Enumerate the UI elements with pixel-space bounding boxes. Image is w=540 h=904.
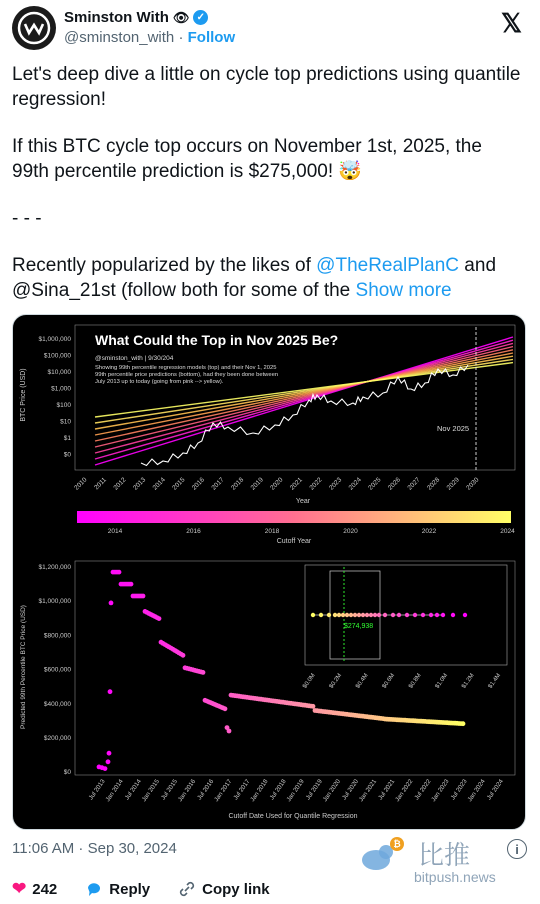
top-xtick-label: 2020 [269, 476, 285, 492]
chart-svg [13, 315, 526, 830]
colorbar-tick-label: 2018 [264, 528, 280, 535]
inset-xtick-label: $0.0M [302, 672, 317, 690]
bottom-xtick-label: Jan 2023 [430, 778, 451, 804]
reply-label: Reply [109, 880, 151, 898]
inset-point [361, 613, 365, 617]
bottom-xtick-label: Jul 2023 [449, 778, 469, 802]
top-ytick-label: $1,000,000 [38, 336, 71, 343]
inset-point [429, 613, 433, 617]
follow-button[interactable]: Follow [187, 29, 236, 46]
bottom-xtick-label: Jan 2016 [176, 778, 198, 804]
bottom-xtick-label: Jul 2015 [159, 778, 180, 802]
inset-point [333, 613, 337, 617]
tweet-line-4-prefix: Recently popularized by the likes of [12, 255, 317, 276]
author-name-row[interactable] [64, 9, 208, 26]
top-xtick-label: 2013 [132, 476, 148, 492]
bottom-ytick-label: $400,000 [43, 700, 71, 708]
top-ytick-label: $0 [63, 451, 71, 459]
bottom-ytick-label: $800,000 [43, 632, 71, 640]
inset-point [441, 613, 445, 617]
bottom-ytick-label: $600,000 [43, 666, 71, 674]
top-ytick-label: $1,000 [51, 385, 71, 393]
top-xtick-label: 2014 [151, 476, 167, 492]
inset-point [377, 613, 381, 617]
top-xtick-label: 2010 [73, 476, 89, 492]
top-chart-subtitle: @sminston_with | 9/30/204 [95, 355, 174, 362]
inset-point [345, 613, 349, 617]
bottom-y-ticks [38, 564, 71, 776]
bottom-xtick-label: Jul 2018 [268, 778, 288, 802]
top-chart-title: What Could the Top in Nov 2025 Be? [95, 332, 339, 348]
inset-xtick-label: $1.0M [434, 672, 450, 690]
top-ytick-label: $100,000 [43, 352, 71, 360]
bottom-xtick-label: Jul 2014 [123, 778, 143, 802]
copy-link-label: Copy link [202, 880, 270, 898]
prediction-point [129, 582, 134, 587]
colorbar-tick-label: 2024 [500, 528, 515, 535]
inset-point [319, 613, 323, 617]
svg-text:₿: ₿ [393, 839, 401, 849]
bottom-xtick-label: Jul 2021 [377, 778, 397, 802]
x-logo-icon[interactable]: 𝕏 [501, 8, 522, 38]
like-count: 242 [32, 880, 58, 898]
top-ytick-label: $100 [56, 402, 71, 409]
top-xtick-label: 2025 [367, 476, 383, 492]
top-xtick-label: 2029 [445, 476, 461, 492]
top-chart-xlabel: Year [295, 498, 311, 505]
link-icon [178, 880, 196, 898]
colorbar-tick-label: 2022 [421, 528, 437, 535]
sminston-logo-icon [17, 11, 51, 45]
inset-point [451, 613, 455, 617]
bottom-chart-ylabel: Predicted 99th Percentile BTC Price (USD) [20, 605, 27, 729]
top-xtick-label: 2016 [190, 476, 207, 492]
bottom-x-ticks [87, 778, 505, 803]
prediction-point [103, 766, 108, 771]
inset-point [369, 613, 373, 617]
prediction-point [117, 570, 122, 575]
avatar[interactable] [12, 6, 56, 50]
top-xtick-label: 2011 [93, 476, 109, 492]
top-chart-note: Showing 99th percentile regression models (top) and their Nov 1, 2025 99th percentile price predictions (bottom), had they been done between July 2013 up to today (going from pink --> yellow). [95, 365, 279, 385]
tweet-timestamp[interactable]: 11:06 AM · Sep 30, 2024 [12, 840, 177, 857]
colorbar-tick-label: 2020 [343, 528, 358, 535]
inset-median-label: $274,938 [344, 623, 374, 630]
inset-point [357, 613, 361, 617]
bottom-xtick-label: Jan 2020 [321, 778, 342, 804]
inset-xtick-label: $1.4M [487, 672, 503, 690]
bottom-xtick-label: Jul 2013 [87, 778, 107, 802]
bottom-xtick-label: Jul 2016 [196, 778, 216, 802]
tweet-line-3: - - - [12, 208, 42, 229]
inset-point [365, 613, 369, 617]
bottom-ytick-label: $0 [63, 769, 71, 777]
watermark-en: bitpush.news [414, 869, 496, 885]
cutoff-colorbar [77, 511, 511, 523]
inset-point [311, 613, 315, 617]
bottom-xtick-label: Jan 2019 [285, 778, 306, 804]
eye-emoji-icon: 👁 [172, 9, 190, 25]
prediction-point [227, 729, 232, 734]
info-icon[interactable]: i [507, 839, 527, 859]
top-y-ticks [38, 336, 71, 459]
bottom-xtick-label: Jul 2019 [304, 778, 324, 802]
top-xtick-label: 2027 [406, 476, 422, 492]
inset-point [435, 613, 439, 617]
inset-x-ticks [302, 673, 502, 690]
separator: · [178, 29, 184, 46]
author-handle-row [64, 29, 235, 46]
tweet-header [12, 6, 528, 52]
inset-point [341, 613, 345, 617]
inset-point [421, 613, 425, 617]
inset-point [373, 613, 377, 617]
tweet-actions [12, 878, 270, 900]
prediction-point [311, 704, 316, 709]
top-xtick-label: 2017 [210, 476, 226, 492]
bottom-xtick-label: Jan 2021 [357, 778, 379, 804]
bitpush-bird-logo-icon [350, 834, 530, 888]
copy-link-button[interactable] [178, 880, 270, 898]
bottom-xtick-label: Jan 2014 [104, 778, 125, 804]
inset-point [327, 613, 331, 617]
tweet-line-1: Let's deep dive a little on cycle top predictions using quantile regression! [12, 64, 521, 110]
inset-xtick-label: $0.4M [355, 672, 370, 690]
bottom-xtick-label: Jul 2022 [413, 778, 433, 802]
mention-therealplanc[interactable]: @TheRealPlanC [316, 255, 460, 276]
bottom-xtick-label: Jan 2024 [466, 778, 487, 804]
top-x-ticks [73, 476, 480, 491]
inset-xtick-label: $1.2M [461, 672, 476, 690]
top-xtick-label: 2019 [249, 476, 265, 492]
bottom-chart-xlabel: Cutoff Date Used for Quantile Regression [228, 813, 358, 820]
prediction-point [461, 721, 466, 726]
bottom-xtick-label: Jul 2024 [485, 778, 505, 802]
inset-xtick-label: $0.8M [408, 672, 423, 690]
inset-point [353, 613, 357, 617]
bottom-ytick-label: $200,000 [43, 735, 71, 742]
author-handle[interactable]: @sminston_with [64, 29, 175, 46]
top-ytick-label: $10,000 [47, 369, 71, 376]
prediction-point [181, 653, 186, 658]
prediction-point [106, 759, 111, 764]
prediction-point [223, 706, 228, 711]
bottom-xtick-label: Jul 2017 [232, 778, 252, 802]
inset-point [383, 613, 387, 617]
top-chart-ylabel: BTC Price (USD) [20, 368, 27, 422]
top-xtick-label: 2018 [230, 476, 246, 492]
reply-bubble-icon [85, 880, 103, 898]
top-xtick-label: 2015 [171, 476, 187, 492]
top-xtick-label: 2012 [112, 476, 128, 492]
inset-xtick-label: $0.2M [328, 672, 344, 690]
bitpush-watermark [350, 834, 530, 888]
top-xtick-label: 2021 [288, 476, 305, 492]
tweet-line-2: If this BTC cycle top occurs on November 1st, 2025, the 99th percentile prediction is $275,000! 🤯 [12, 136, 482, 182]
top-xtick-label: 2028 [426, 476, 442, 492]
top-xtick-label: 2022 [308, 476, 324, 492]
prediction-point [109, 601, 114, 606]
inset-point [337, 613, 341, 617]
inset-point [463, 613, 467, 617]
colorbar-tick-label: 2014 [107, 528, 123, 535]
colorbar-ticks [108, 528, 515, 535]
chart-image[interactable] [12, 314, 526, 830]
inset-xtick-label: $0.6M [381, 672, 397, 690]
inset-point [391, 613, 395, 617]
bottom-xtick-label: Jan 2022 [393, 778, 415, 804]
bottom-xtick-label: Jan 2015 [140, 778, 161, 804]
bottom-ytick-label: $1,000,000 [38, 598, 71, 606]
tweet-text [12, 62, 522, 303]
watermark-cn: 比推 [418, 841, 471, 871]
bottom-xtick-label: Jul 2020 [340, 778, 361, 802]
reply-button[interactable] [85, 880, 150, 898]
inset-point [349, 613, 353, 617]
colorbar-tick-label: 2016 [186, 528, 201, 535]
inset-point [413, 613, 417, 617]
verified-badge-icon: ✓ [193, 10, 208, 25]
heart-icon: ❤ [12, 879, 27, 898]
prediction-point [108, 689, 113, 694]
top-xtick-label: 2024 [347, 476, 363, 492]
prediction-point [201, 670, 206, 675]
top-xtick-label: 2023 [328, 476, 344, 492]
show-more-link[interactable]: Show more [355, 280, 452, 301]
bottom-ytick-label: $1,200,000 [38, 564, 71, 571]
colorbar-label: Cutoff Year [276, 538, 312, 545]
top-xtick-label: 2026 [386, 476, 403, 492]
bottom-xtick-label: Jan 2017 [212, 778, 234, 804]
prediction-point [107, 751, 112, 756]
prediction-point [157, 616, 162, 621]
top-ytick-label: $10 [60, 418, 71, 426]
like-button[interactable] [12, 879, 57, 899]
top-xtick-label: 2030 [465, 476, 481, 492]
bottom-xtick-label: Jan 2018 [249, 778, 270, 804]
nov-2025-label: Nov 2025 [437, 424, 470, 433]
inset-point [397, 613, 401, 617]
top-ytick-label: $1 [63, 435, 71, 442]
tweet-line-4 [12, 253, 522, 303]
author-name[interactable]: Sminston With [64, 9, 169, 26]
prediction-point [141, 594, 146, 599]
tweet-line-4-mid: and @Sina_21st (follow both for some of the [12, 255, 497, 301]
inset-point [405, 613, 409, 617]
